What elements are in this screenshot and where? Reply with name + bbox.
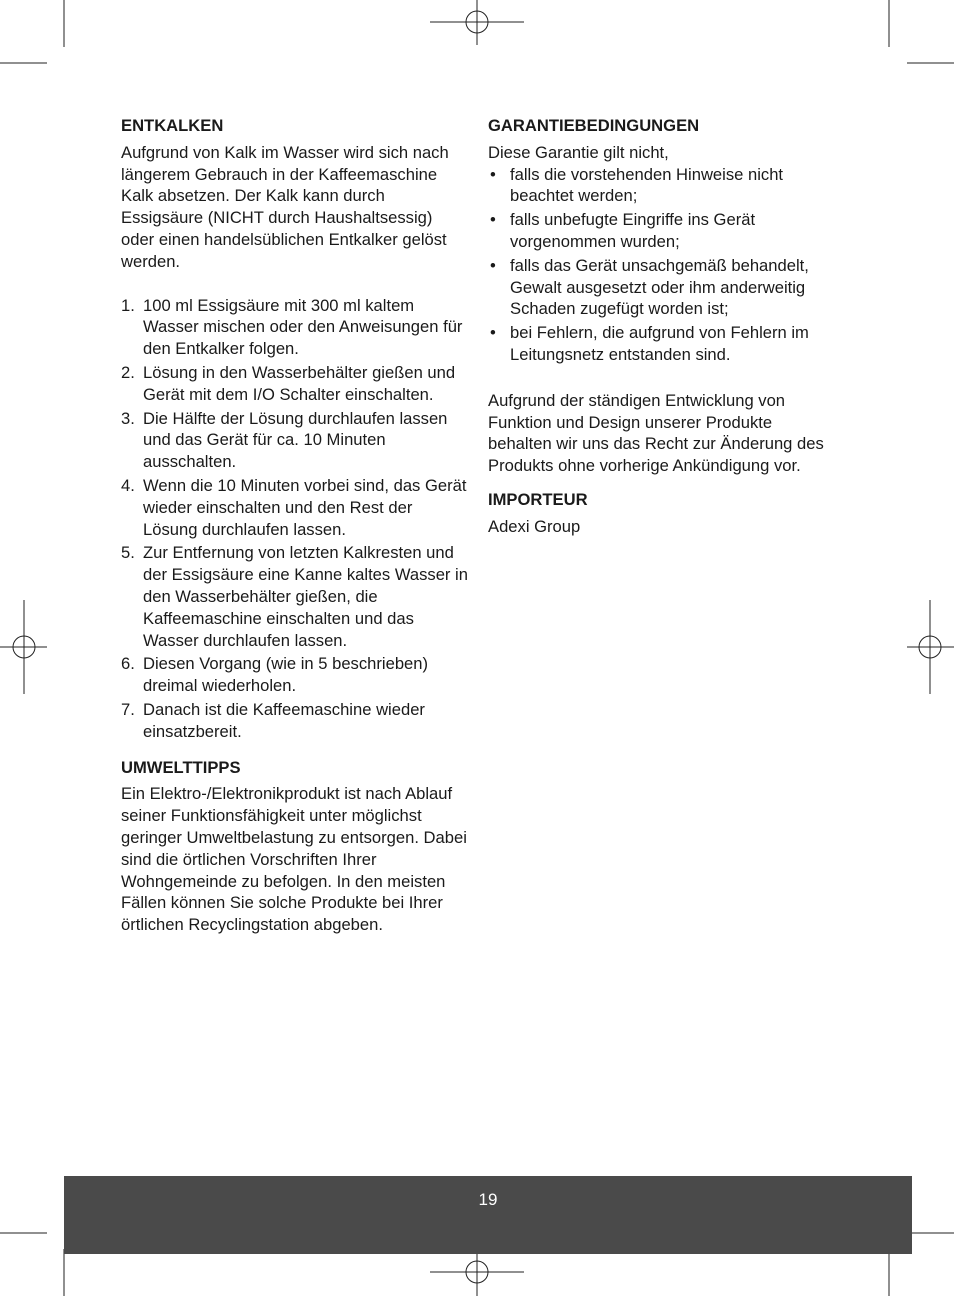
heading-garantie: GARANTIEBEDINGUNGEN <box>488 116 700 135</box>
step-number: 5. <box>121 543 135 563</box>
step-number: 2. <box>121 362 135 382</box>
garantie-note: Aufgrund der ständigen Entwicklung von Funktion und Design unserer Produkte behalten wir uns das Recht zur Änderung des Produkts ohne vorherige Ankündigung vor. <box>488 390 824 476</box>
step-item <box>121 653 469 697</box>
heading-umwelttipps: UMWELTTIPPS <box>121 757 241 777</box>
step-number: 4. <box>121 475 135 495</box>
footer-bar <box>64 1176 912 1254</box>
registration-mark-left <box>0 600 47 694</box>
step-text: Die Hälfte der Lösung durchlaufen lassen und das Gerät für ca. 10 Minuten ausschalten. <box>143 408 448 472</box>
step-item <box>121 542 469 651</box>
heading-importeur: IMPORTEUR <box>488 489 588 509</box>
bullet-icon: • <box>490 255 496 275</box>
list-item-text: falls das Gerät unsachgemäß behandelt, Gewalt ausgesetzt oder ihm anderweitig Schaden zugefügt worden ist; <box>510 255 809 319</box>
registration-mark-top <box>430 0 524 45</box>
step-text: Diesen Vorgang (wie in 5 beschrieben) dreimal wiederholen. <box>143 654 429 696</box>
bullet-icon: • <box>490 210 496 230</box>
step-item <box>121 362 469 406</box>
list-item <box>488 322 828 366</box>
list-item-text: bei Fehlern, die aufgrund von Fehlern im Leitungsnetz entstanden sind. <box>510 323 809 364</box>
step-item <box>121 295 469 360</box>
garantie-intro: Diese Garantie gilt nicht, <box>488 142 669 162</box>
garantie-list <box>488 164 828 366</box>
step-number: 6. <box>121 654 135 674</box>
entkalken-intro: Aufgrund von Kalk im Wasser wird sich nach längerem Gebrauch in der Kaffeemaschine Kalk absetzen. Der Kalk kann durch Essigsäure (NICHT durch Haushaltsessig) oder einen handelsüblichen Entkalker gelöst werden. <box>121 142 449 271</box>
step-text: Wenn die 10 Minuten vorbei sind, das Gerät wieder einschalten und den Rest der Lösung durchlaufen lassen. <box>143 475 467 539</box>
importeur-text: Adexi Group <box>488 516 581 536</box>
section-umwelttipps <box>121 757 469 936</box>
umwelttipps-text: Ein Elektro-/Elektronikprodukt ist nach Ablauf seiner Funktionsfähigkeit unter möglichst geringer Umweltbelastung zu entsorgen. Dabei sind die örtlichen Vorschriften Ihrer Wohngemeinde zu befolgen. In den meisten Fällen können Sie solche Produkte bei Ihrer örtlichen Recyclingstation abgeben. <box>121 784 467 935</box>
step-text: Danach ist die Kaffeemaschine wieder einsatzbereit. <box>143 699 425 741</box>
step-number: 7. <box>121 699 135 719</box>
list-item <box>488 209 828 253</box>
step-text: Zur Entfernung von letzten Kalkresten und der Essigsäure eine Kanne kaltes Wasser in den Wasserbehälter gießen, die Kaffeemaschine einschalten und das Wasser durchlaufen lassen. <box>143 543 468 650</box>
heading-entkalken: ENTKALKEN <box>121 116 224 135</box>
bullet-icon: • <box>490 164 496 184</box>
section-entkalken <box>121 115 469 743</box>
list-item <box>488 255 828 320</box>
step-item <box>121 475 469 540</box>
step-item <box>121 699 469 743</box>
registration-mark-bottom <box>430 1250 524 1296</box>
step-item <box>121 408 469 473</box>
section-garantie <box>488 115 828 477</box>
bullet-icon: • <box>490 323 496 343</box>
entkalken-steps <box>121 295 469 743</box>
registration-mark-right <box>907 600 954 694</box>
left-column <box>121 115 469 936</box>
step-text: 100 ml Essigsäure mit 300 ml kaltem Wasser mischen oder den Anweisungen für den Entkalker folgen. <box>143 295 463 359</box>
step-number: 3. <box>121 408 135 428</box>
right-column <box>488 115 828 538</box>
section-importeur <box>488 489 828 538</box>
list-item <box>488 164 828 208</box>
list-item-text: falls unbefugte Eingriffe ins Gerät vorgenommen wurden; <box>510 210 756 251</box>
page-number: 19 <box>478 1190 498 1209</box>
list-item-text: falls die vorstehenden Hinweise nicht beachtet werden; <box>510 164 784 206</box>
step-text: Lösung in den Wasserbehälter gießen und Gerät mit dem I/O Schalter einschalten. <box>143 362 456 404</box>
step-number: 1. <box>121 295 135 315</box>
